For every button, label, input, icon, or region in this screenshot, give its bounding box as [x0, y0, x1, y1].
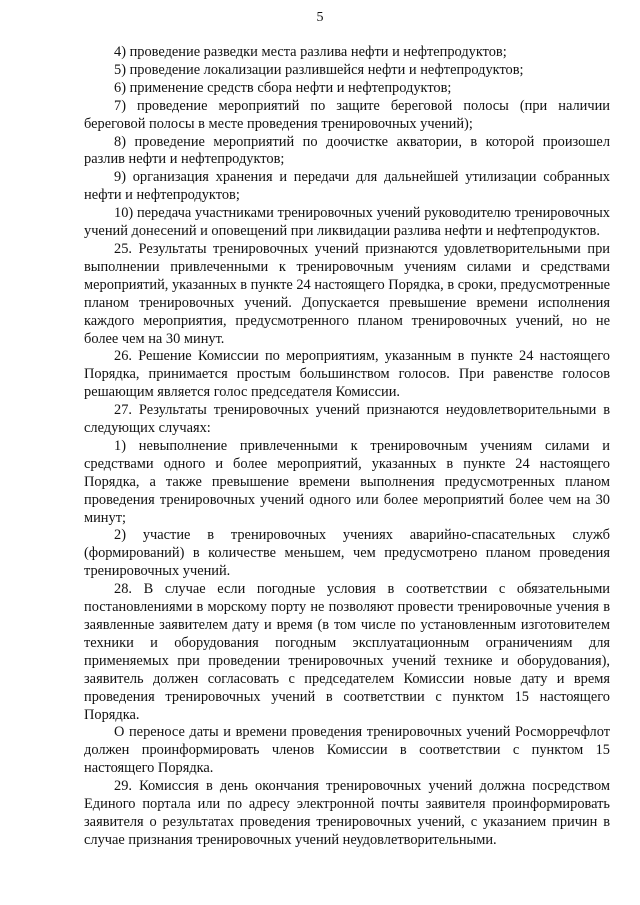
page-number: 5 [316, 10, 324, 25]
paragraph-item-8: 8) проведение мероприятий по доочистке акватории, в которой произошел разлив нефти и нефтепродуктов; [84, 133, 610, 168]
paragraph-item-7: 7) проведение мероприятий по защите береговой полосы (при наличии береговой полосы в месте проведения тренировочных учений); [84, 97, 610, 132]
document-body [84, 44, 610, 850]
paragraph-clause-26: 26. Решение Комиссии по мероприятиям, указанным в пункте 24 настоящего Порядка, принимается простым большинством голосов. При равенстве голосов решающим является голос председателя Комиссии. [84, 348, 610, 401]
paragraph-clause-27-item-1: 1) невыполнение привлеченными к тренировочным учениям силами и средствами одного и более мероприятий, указанных в пункте 24 настоящего Порядка, а также превышение времени выполнения предусмотренных планом проведения тренировочных учений одного или более мероприятий более чем на 30 минут; [84, 437, 610, 526]
paragraph-clause-27: 27. Результаты тренировочных учений признаются неудовлетворительными в следующих случаях: [84, 402, 610, 437]
paragraph-item-5: 5) проведение локализации разлившейся нефти и нефтепродуктов; [114, 61, 524, 78]
paragraph-item-4: 4) проведение разведки места разлива нефти и нефтепродуктов; [114, 44, 507, 60]
paragraph-clause-28: 28. В случае если погодные условия в соответствии с обязательными постановлениями в морскому порту не позволяют провести тренировочные учения в заявленные заявителем дату и время (в том числе по установленным изготовителем техники и оборудования погодным эксплуатационным ограничениям для применяемых при проведении тренировочных учений технике и оборудования), заявитель должен согласовать с председателем Комиссии новые дату и время проведения тренировочных учений в соответствии с пунктом 15 настоящего Порядка. [84, 581, 610, 723]
paragraph-clause-27-item-2: 2) участие в тренировочных учениях аварийно-спасательных служб (формирований) в количестве меньшем, чем предусмотрено планом проведения тренировочных учений. [84, 527, 610, 580]
paragraph-clause-28-postpone: О переносе даты и времени проведения тренировочных учений Росморречфлот должен проинформировать членов Комиссии в соответствии с пунктом 15 настоящего Порядка. [84, 724, 610, 777]
paragraph-item-10: 10) передача участниками тренировочных учений руководителю тренировочных учений донесений и оповещений при ликвидации разлива нефти и нефтепродуктов. [84, 205, 610, 240]
paragraph-clause-25: 25. Результаты тренировочных учений признаются удовлетворительными при выполнении привлеченными к тренировочным учениям силами и средствами мероприятий, указанных в пункте 24 настоящего Порядка, в сроки, предусмотренные планом тренировочных учений. Допускается превышение времени исполнения каждого мероприятия, предусмотренного планом тренировочных учений, но не более чем на 30 минут. [84, 240, 611, 347]
paragraph-item-6: 6) применение средств сбора нефти и нефтепродуктов; [114, 79, 452, 96]
paragraph-clause-29: 29. Комиссия в день окончания тренировочных учений должна посредством Единого портала или по адресу электронной почты заявителя проинформировать заявителя о результатах проведения тренировочных учений, с указанием причин в случае признания тренировочных учений неудовлетворительными. [84, 778, 610, 848]
paragraph-item-9: 9) организация хранения и передачи для дальнейшей утилизации собранных нефти и нефтепродуктов; [84, 169, 610, 204]
